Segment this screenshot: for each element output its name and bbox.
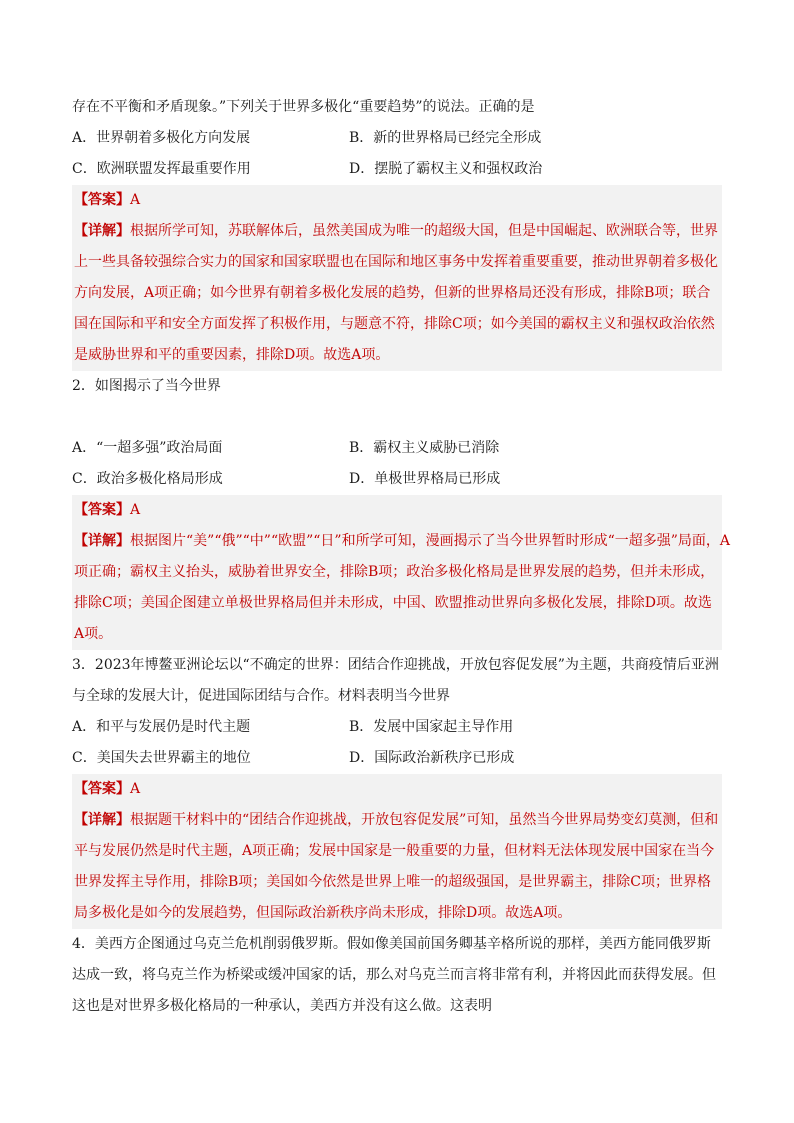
q1-option-d[interactable]: D．摆脱了霸权主义和强权政治: [349, 161, 543, 177]
q2-options: [72, 433, 722, 495]
q1-answer-value: A: [130, 192, 141, 208]
q1-answer-tag: 【答案】: [74, 192, 130, 208]
q2-answer-tag: 【答案】: [74, 502, 130, 518]
q3-option-d[interactable]: D．国际政治新秩序已形成: [349, 750, 515, 766]
document-page: [72, 92, 730, 1022]
q3-answer-block: [72, 774, 722, 929]
q3-answer-tag: 【答案】: [74, 781, 130, 797]
q2-figure-space: [72, 402, 722, 433]
q2-option-b[interactable]: B．霸权主义威胁已消除: [349, 440, 500, 456]
q3-detail-line-3: 世界发挥主导作用，排除B项；美国如今依然是世界上唯一的超级强国，是世界霸主，排除C项；世界格: [74, 874, 711, 890]
q2-detail-tag: 【详解】: [74, 533, 130, 549]
q2-option-a[interactable]: A．“一超多强”政治局面: [72, 440, 223, 456]
q2-option-d[interactable]: D．单极世界格局已形成: [349, 471, 501, 487]
q2-detail-line-4: A项。: [74, 626, 113, 642]
q3-detail-line-2: 平与发展仍然是时代主题，A项正确；发展中国家是一般重要的力量，但材料无法体现发展中国家在当今: [74, 843, 715, 859]
q1-answer-block: [72, 185, 722, 371]
q2-stem: 2．如图揭示了当今世界: [72, 378, 221, 394]
q1-detail-tag: 【详解】: [74, 223, 130, 239]
q2-detail-line-1: 【详解】根据图片“美”“俄”“中”“欧盟”“日”和所学可知，漫画揭示了当今世界暂时形成“一超多强”局面，A: [74, 533, 730, 549]
q4-stem-line-2: 达成一致，将乌克兰作为桥梁或缓冲国家的话，那么对乌克兰而言将非常有利，并将因此而获得发展。但: [72, 967, 716, 983]
q2-option-c[interactable]: C．政治多极化格局形成: [72, 471, 223, 487]
q3-detail-line-4: 局多极化是如今的发展趋势，但国际政治新秩序尚未形成，排除D项。故选A项。: [74, 905, 572, 921]
q2-answer-row: [74, 495, 720, 526]
q4-stem-line-3: 这也是对世界多极化格局的一种承认，美西方并没有这么做。这表明: [72, 998, 492, 1014]
q1-detail-line-1: 【详解】根据所学可知，苏联解体后，虽然美国成为唯一的超级大国，但是中国崛起、欧洲联合等，世界: [74, 223, 718, 239]
q1-option-c[interactable]: C．欧洲联盟发挥最重要作用: [72, 161, 251, 177]
q3-answer-value: A: [130, 781, 141, 797]
q3-stem-line-2: 与全球的发展大计，促进国际团结与合作。材料表明当今世界: [72, 688, 450, 704]
q1-stem-tail: 存在不平衡和矛盾现象。”下列关于世界多极化“重要趋势”的说法。正确的是: [72, 99, 535, 115]
q2-detail-line-3: 排除C项；美国企图建立单极世界格局但并未形成，中国、欧盟推动世界向多极化发展，排除D项。故选: [74, 595, 712, 611]
q3-answer-row: [74, 774, 720, 805]
q1-detail-line-3: 方向发展，A项正确；如今世界有朝着多极化发展的趋势，但新的世界格局还没有形成，排除B项；联合: [74, 285, 711, 301]
q1-option-b[interactable]: B．新的世界格局已经完全形成: [349, 130, 542, 146]
q1-detail-line-4: 国在国际和平和安全方面发挥了积极作用，与题意不符，排除C项；如今美国的霸权主义和强权政治依然: [74, 316, 715, 332]
q1-detail-line-2: 上一些具备较强综合实力的国家和国家联盟也在国际和地区事务中发挥着重要重要，推动世界朝着多极化: [74, 254, 718, 270]
q2-answer-block: [72, 495, 730, 650]
q3-detail-tag: 【详解】: [74, 812, 130, 828]
q3-option-b[interactable]: B．发展中国家起主导作用: [349, 719, 514, 735]
q4-stem-line-1: 4．美西方企图通过乌克兰危机削弱俄罗斯。假如像美国前国务卿基辛格所说的那样，美西方能同俄罗斯: [72, 936, 711, 952]
q2-answer-value: A: [130, 502, 141, 518]
q3-detail-line-1: 【详解】根据题干材料中的“团结合作迎挑战，开放包容促发展”可知，虽然当今世界局势变幻莫测，但和: [74, 812, 719, 828]
q3-stem-line-1: 3．2023年博鳌亚洲论坛以“不确定的世界：团结合作迎挑战，开放包容促发展”为主题，共商疫情后亚洲: [72, 657, 719, 673]
q2-detail-line-2: 项正确；霸权主义抬头，威胁着世界安全，排除B项；政治多极化格局是世界发展的趋势，但并未形成，: [74, 564, 715, 580]
q3-options: [72, 712, 722, 774]
q1-options: [72, 123, 722, 185]
q3-option-a[interactable]: A．和平与发展仍是时代主题: [72, 719, 251, 735]
q1-detail-line-5: 是威胁世界和平的重要因素，排除D项。故选A项。: [74, 347, 390, 363]
q1-option-a[interactable]: A．世界朝着多极化方向发展: [72, 130, 251, 146]
q1-answer-row: [74, 185, 720, 216]
q3-option-c[interactable]: C．美国失去世界霸主的地位: [72, 750, 251, 766]
